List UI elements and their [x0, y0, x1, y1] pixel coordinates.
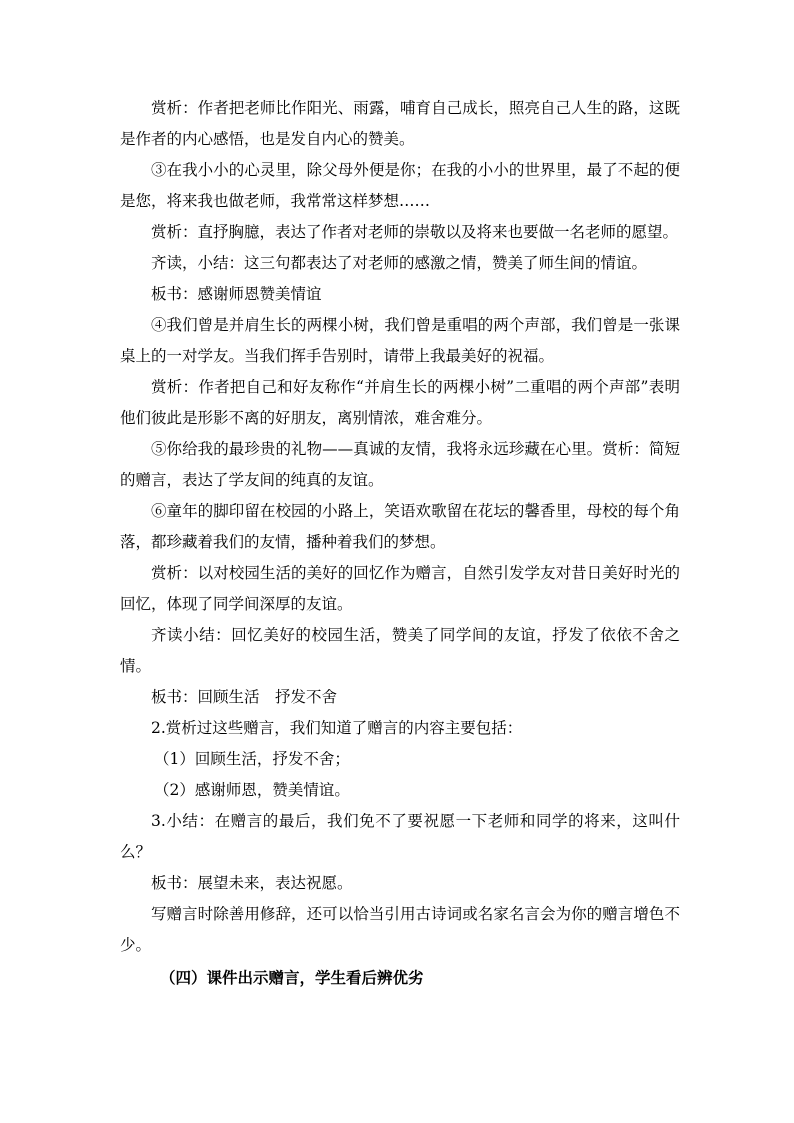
list-item-2: （2）感谢师恩，赞美情谊。 [154, 781, 350, 799]
paragraph-quote-4: ④我们曾是并肩生长的两棵小树，我们曾是重唱的两个声部，我们曾是一张课桌上的一对学友。当我们挥手告别时，请带上我最美好的祝福。 [120, 316, 680, 365]
document-body [120, 93, 680, 993]
paragraph-quote-5: ⑤你给我的最珍贵的礼物——真诚的友情，我将永远珍藏在心里。赏析：简短的赠言，表达了学友间的纯真的友谊。 [120, 440, 680, 489]
paragraph-quote-3: ③在我小小的心灵里，除父母外便是你；在我的小小的世界里，最了不起的便是您，将来我也做老师，我常常这样梦想…… [120, 161, 680, 210]
paragraph-board-classmates: 板书：回顾生活 抒发不舍 [151, 688, 338, 706]
paragraph-summary-teachers: 齐读，小结：这三句都表达了对老师的感激之情，赞美了师生间的情谊。 [151, 254, 648, 272]
paragraph-appreciation-1: 赏析：作者把老师比作阳光、雨露，哺育自己成长，照亮自己人生的路，这既是作者的内心感悟，也是发自内心的赞美。 [120, 99, 680, 148]
paragraph-writing-tip: 写赠言时除善用修辞，还可以恰当引用古诗词或名家名言会为你的赠言增色不少。 [120, 905, 680, 954]
paragraph-quote-6: ⑥童年的脚印留在校园的小路上，笑语欢歌留在花坛的馨香里，母校的每个角落，都珍藏着我们的友情，播种着我们的梦想。 [120, 502, 680, 551]
section-heading: （四）课件出示赠言，学生看后辨优劣 [160, 968, 424, 987]
paragraph-board-future: 板书：展望未来，表达祝愿。 [151, 874, 353, 892]
paragraph-summary-classmates: 齐读小结：回忆美好的校园生活，赞美了同学间的友谊，抒发了依依不舍之情。 [120, 626, 680, 675]
paragraph-appreciation-4: 赏析：作者把自己和好友称作“并肩生长的两棵小树”二重唱的两个声部”表明他们彼此是形影不离的好朋友，离别情浓，难舍难分。 [120, 378, 680, 427]
list-item-1: （1）回顾生活，抒发不舍； [154, 750, 350, 768]
paragraph-conclusion-question: 3.小结：在赠言的最后，我们免不了要祝愿一下老师和同学的将来，这叫什么？ [120, 812, 680, 861]
paragraph-appreciation-6: 赏析：以对校园生活的美好的回忆作为赠言，自然引发学友对昔日美好时光的回忆，体现了同学间深厚的友谊。 [120, 564, 680, 613]
paragraph-appreciation-3: 赏析：直抒胸臆，表达了作者对老师的崇敬以及将来也要做一名老师的愿望。 [151, 223, 679, 241]
paragraph-content-intro: 2.赏析过这些赠言，我们知道了赠言的内容主要包括： [151, 719, 523, 737]
paragraph-board-teachers: 板书：感谢师恩赞美情谊 [151, 285, 322, 303]
